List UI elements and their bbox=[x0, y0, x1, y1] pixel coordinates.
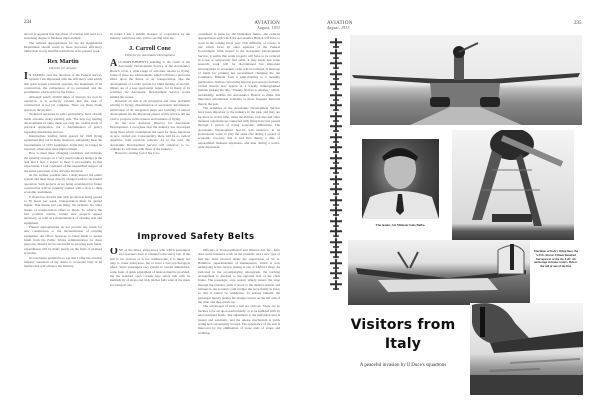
byline-j-carroll-cone: J. Carroll Cone bbox=[129, 44, 171, 52]
running-head-date: August, 1933 bbox=[257, 26, 280, 30]
feature-subtitle: A peaceful invasion by Il Duce's squadrons bbox=[359, 363, 447, 368]
airplane-icon bbox=[328, 269, 344, 280]
airplane-icon bbox=[328, 143, 344, 154]
airplane-icon bbox=[328, 101, 344, 112]
drop-cap: O bbox=[110, 248, 118, 257]
portrait-photo bbox=[362, 139, 439, 219]
text-column-1 bbox=[24, 32, 102, 407]
airplane-icon bbox=[328, 49, 344, 60]
byline-role: Director for Airways bbox=[49, 65, 77, 70]
paragraph: In return I ask a similar measure of cooperation by the industry with those who will be serving with me. bbox=[110, 32, 190, 41]
seaplane-water-photo bbox=[348, 240, 530, 305]
paragraph: Officials of Transcontinental and Western Air, Inc., have done some intensive work on the problem, and a new type of belt has been evolved under the supervision of W. A. Hamilton, superintendent of maintenance, which is now undergoing active service testing in one of T&WA's ships. As indicated in the accompanying photograph, the latching arrangement is attached to the opposite side of the chair frame. The passenger, once seated, simply inserts the strap through the fastener, pulls it down to the desired tension and releases it. An eccentric cam wedges the strap firmly in place so that it cannot be withdrawn. To release himself, the passenger merely pushes the plunger button on the left arm of the chair and then stands up. bbox=[198, 248, 280, 305]
paragraph-lead: ONE of the minor annoyances with which passengers and operators have to contend is the safety belt. If the belt is too obvious or is too cumbersome, it is likely not only to cause annoyance, but to have a bad psychological effect. Since passengers vary greatly in overall dimensions, some form of quick adjustment of tension must be provided, but the standard open cockpit type safety belt with its multiplicity of straps and trick latches falls wide of the mark for transport use. bbox=[110, 248, 190, 287]
airplane-icon bbox=[328, 280, 344, 291]
paragraph: The reduced appropriations for the Air Regulations Department should result in more increased efficiency rather than in any harmful restrictions of its present work. bbox=[24, 40, 102, 54]
airplane-icon bbox=[328, 91, 344, 102]
paragraph-lead: ACCOMPLISHMENTS standing to the credit of the Aeronautic Development Service of the Aeronautics Branch cover a wide range of activities related to flying. Some of these are achievements which will have a profound effect upon the future of air transportation, like the development of a radio system for blind landing of aircraft. Others are of a less spectacular nature, for in many of its activities the Aeronautic Development Service works behind the scenes. bbox=[110, 58, 190, 99]
paragraph: considered in plans for the immediate future—the reduced appropriation with which the Aeronautics Branch will have to work in the coming fiscal year. This difficulty, of course, is one which faces all other agencies of the Federal Government. With respect to the Aeronautic Development Service, it seems that some projects will have to be reduced in scope or temporarily laid aside. It may mean that some research work will be discontinued but important investigations in aeronautic radio will be retained. A shortage of funds for printing has necessitated changing the Air Commerce Bulletin from a semi-monthly to a monthly publication. Notices concerning airports and airways formerly carried therein now appear in a weekly mimeographed bulletin bearing the title, "Weekly Notices to Airmen," which, incidentally, enables the Aeronautics Branch to make this important information available at more frequent intervals than in the past. bbox=[198, 32, 280, 106]
airplane-icon bbox=[328, 175, 344, 186]
article-column-2 bbox=[198, 248, 280, 398]
paragraph: The advantages of such a belt are obvious. There are no buckles to be sat upon inadvertently, or to be fumbled with by unaccustomed hands. The adjustment to the individual user is instant and automatic, and the release mechanism is quick acting and conveniently located. The appearance of the seat is improved by the elimination of loose ends of straps and webbing. bbox=[198, 304, 280, 335]
airplane-icon bbox=[328, 206, 344, 217]
article-headline: Improved Safety Belts bbox=[137, 232, 255, 242]
seaplane-side-icon bbox=[348, 240, 530, 305]
paragraph: Technical advances in radio particularly, have already made obsolete, many existing aids. The new fog landing developments in radio mean not only the careful study of practical application, but a determination of policy regarding installation and use. bbox=[24, 112, 102, 134]
airplane-icon-strip bbox=[328, 38, 344, 290]
airplane-icon bbox=[328, 164, 344, 175]
engine-caption: Machines of Italy's flying fleet, the S.55X. Above: Fifteen hundred horsepower at the tip. Left: An anchorage in home waters. Below: the tail of one of the line. bbox=[533, 249, 579, 269]
engine-propeller-icon bbox=[452, 130, 574, 240]
airplane-icon bbox=[328, 259, 344, 270]
engine-photo bbox=[452, 130, 574, 240]
airplane-icon bbox=[328, 248, 344, 259]
paragraph: However, another factor has to be bbox=[115, 151, 160, 156]
headline-line-1: Visitors from bbox=[350, 317, 456, 333]
headline-line-2: Italy bbox=[384, 336, 422, 352]
text-column-2 bbox=[110, 32, 190, 227]
airplane-icon bbox=[328, 238, 344, 249]
airplane-icon bbox=[328, 133, 344, 144]
text-column-3 bbox=[198, 32, 280, 227]
paragraph: As the new Assistant Director for Aeronautic Development, I recognize that the industry has developed along lines which contemplate the need for those functions as now carried out. Consequently, there will be no radical departure from previous policies. As in the past, the Aeronautic Development Service will endeavor to co-ordinate its activities with those of the industry. bbox=[110, 120, 190, 151]
airplane-icon bbox=[328, 80, 344, 91]
feature-headline bbox=[333, 316, 473, 354]
airplane-icon bbox=[328, 59, 344, 70]
paragraph: Research on aids to air navigation and other problems relating to flying, dissemination of aeronautic information, publication of air navigation maps and fostering of airport development are the important phases of this service. All are vital to progress in the science and business of flying. bbox=[110, 99, 190, 121]
airplane-icon bbox=[328, 227, 344, 238]
paragraph-lead: I N TAKING over the direction of the Federal Airway System I am impressed with the efficiency with which this great system presently operates, the magnitude of its construction, the competence of its personnel and the possibilities which exist for the future. bbox=[24, 71, 102, 95]
airplane-icon bbox=[328, 154, 344, 165]
airplane-icon bbox=[328, 38, 344, 49]
seaplane-tail-icon bbox=[470, 303, 583, 395]
running-head bbox=[228, 21, 280, 31]
page-number: 235 bbox=[574, 21, 582, 26]
airplane-icon bbox=[328, 122, 344, 133]
paragraph: The activities of the Aeronautic Development Service have been important to the industry in the past, and they are far more so at this time, when the airlines, factories and other business organizations connected with flying have just passed through a period of trying economic difficulties. The Aeronautic Development Service will endeavor, in its promotional work, to play the same rôle during a period of economic recovery that it had first during a time of unparalleled business expansion, and later during a world-wide depression. bbox=[198, 105, 280, 149]
seaplane-tail-photo bbox=[470, 303, 583, 395]
paragraph: Present appropriations do not provide any funds for new construction or the modernization of existing equipment. An effort, however, is being made to secure funds from the Public Works Administration for these purposes. Should we be successful in securing such funds, expenditures will be made purely on the basis of planned economy. bbox=[24, 225, 102, 256]
article-column-1 bbox=[110, 248, 190, 308]
paragraph: How to meet these changing conditions and maintain the existing airways on a very much reduced budget is the task that I face. I expect to meet it successfully. In this expectation, I feel confident of the unqualified support of the entire personnel of the Airways Division. bbox=[24, 151, 102, 173]
airplane-icon bbox=[328, 112, 344, 123]
paragraph: It should be obvious that with production being geared to 30 hours per week, transportation must be geared higher. This means just one thing, the airplane. No other means of transportation offers so much. To achieve the best possible results, certain new projects appear necessary, as well as a modernization of existing aids and equipment. bbox=[24, 194, 102, 225]
seaplane-front-icon bbox=[350, 35, 582, 125]
byline-rex-martin: Rex Martin bbox=[47, 57, 79, 65]
portrait-caption: The leader, Air Minister Italo Balbo. bbox=[375, 223, 426, 227]
paragraph: At the earliest possible time I shall inspect the entire system and meet those directly charged with its successful operation. Such projects as are being considered for future construction will be carefully studied with a view to their economic usefulness. bbox=[24, 172, 102, 195]
drop-cap: A bbox=[110, 58, 118, 70]
page-number: 234 bbox=[24, 20, 32, 25]
seaplane-front-photo bbox=[350, 35, 582, 125]
paragraph: In conclusion permit me to say that I offer the aviation industry assurance of my desire to cooperate fully in all matters that will advance the industry. bbox=[24, 255, 102, 269]
portrait-icon bbox=[362, 139, 439, 219]
running-head-date: August, 1933 bbox=[327, 26, 350, 30]
airplane-icon bbox=[328, 70, 344, 81]
paragraph: ation it is apparent that this phase of aviation will react to a surprising degree to business improvement. bbox=[24, 32, 102, 41]
airplane-icon bbox=[328, 185, 344, 196]
running-head-title: AVIATION bbox=[327, 21, 353, 26]
drop-cap: I bbox=[24, 71, 28, 83]
right-page bbox=[303, 0, 606, 420]
airplane-icon bbox=[328, 196, 344, 207]
byline-role: Director for Aeronautic Development bbox=[125, 52, 175, 57]
paragraph: Intermediate landing fields spaced for 1926 flying equipment may not in many instances, adequately meet the requirements of 1933 equipment. Some may no longer be required, others may need improvement. bbox=[24, 133, 102, 151]
airplane-icon bbox=[328, 217, 344, 228]
running-head-title: AVIATION bbox=[254, 21, 280, 26]
running-head bbox=[327, 21, 353, 31]
paragraph: Although nearly 20,000 miles of airways are now in operation, it is perfectly evident that the task of construction is not yet complete. There are many blank spaces in the picture. bbox=[24, 94, 102, 112]
